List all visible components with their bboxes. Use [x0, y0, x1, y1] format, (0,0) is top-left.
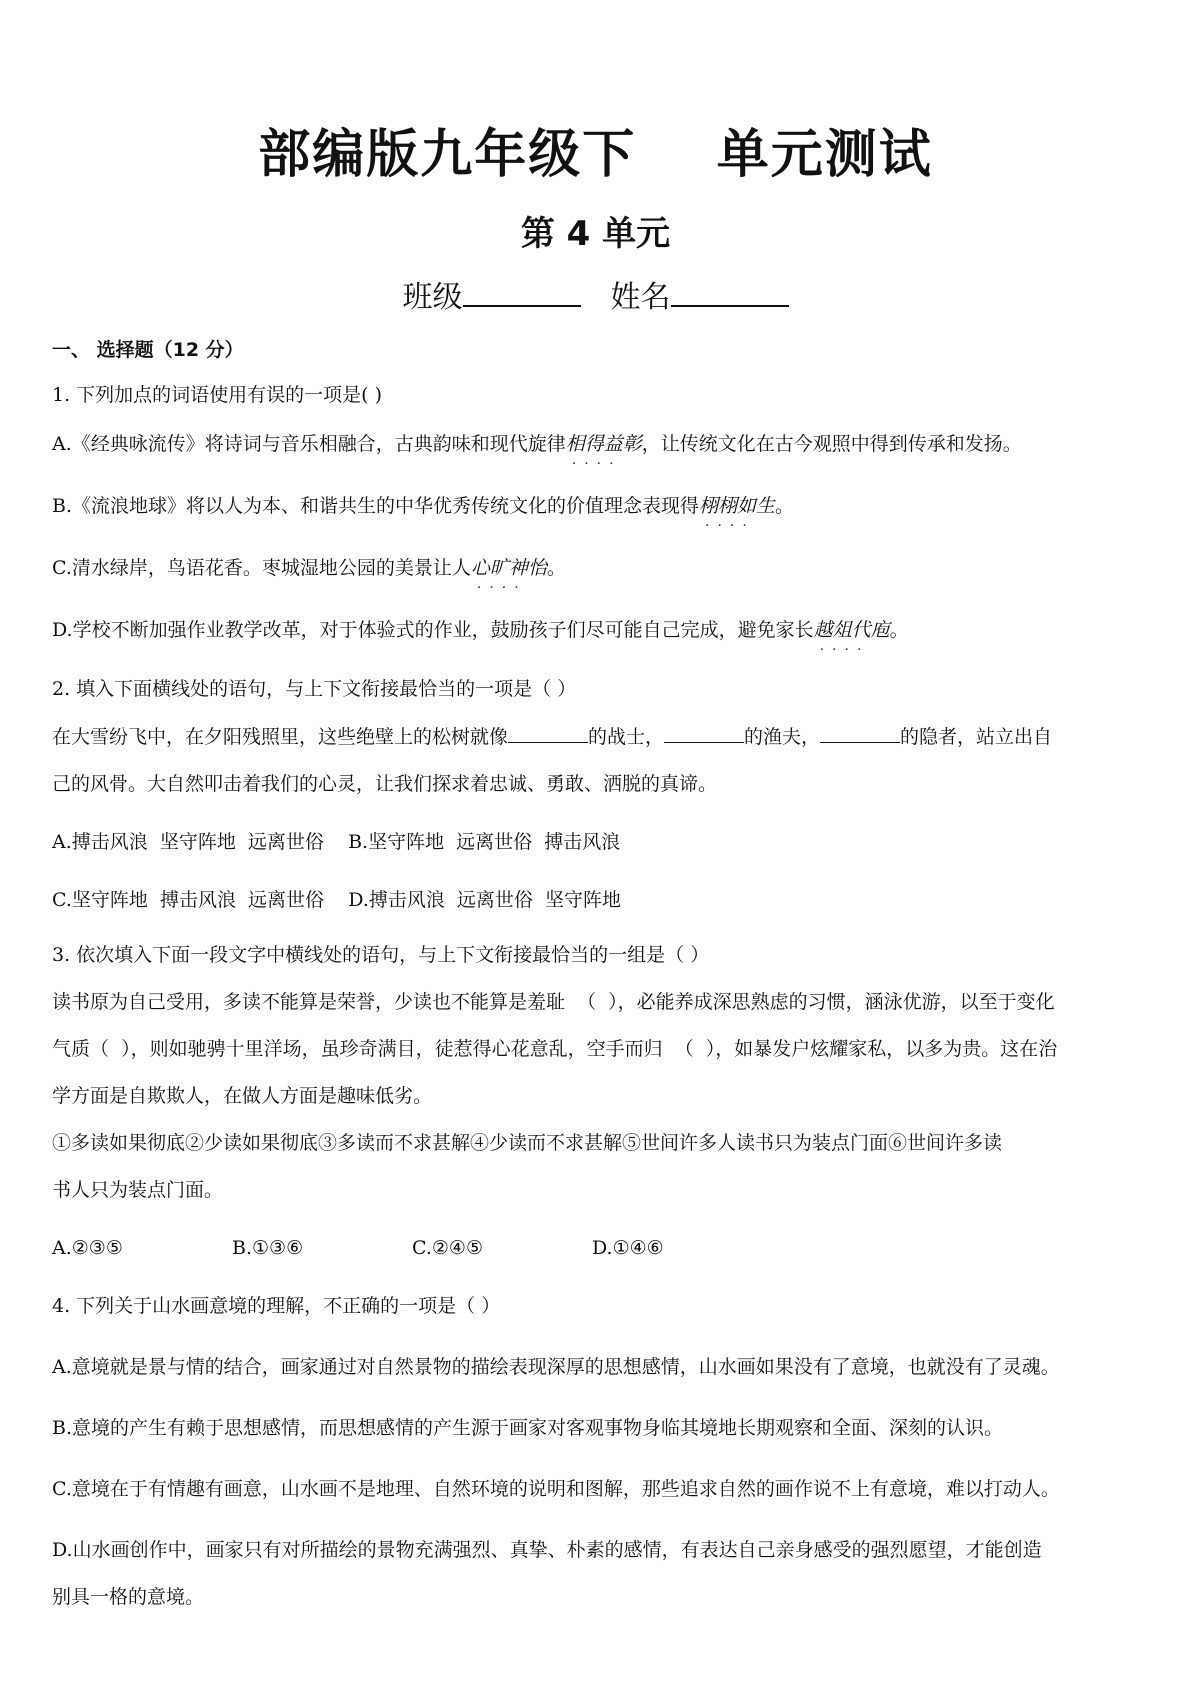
q1-option-a	[52, 432, 1022, 472]
q2-text: 的战士，	[588, 726, 665, 748]
q3-option-b: B.①③⑥	[232, 1237, 304, 1259]
emphasis-dots: ····	[571, 456, 622, 472]
q2-passage-line1	[52, 724, 1052, 749]
q1-a-emphasis	[565, 433, 642, 472]
q3-passage-line2: 气质（ ），则如驰骋十里洋场，虽珍奇满目，徒惹得心花意乱，空手而归 （ ），如暴发户炫耀家私，以多为贵。这在治	[52, 1038, 1058, 1060]
q4-stem: 4. 下列关于山水画意境的理解，不正确的一项是（ ）	[52, 1295, 501, 1317]
q4-option-d-line2: 别具一格的意境。	[52, 1586, 205, 1608]
q2-text: 在大雪纷飞中，在夕阳残照里，这些绝壁上的松树就像	[52, 726, 509, 748]
q1-a-text-end: ，让传统文化在古今观照中得到传承和发扬。	[641, 433, 1022, 455]
q1-c-emphasis	[470, 557, 547, 596]
name-label: 姓名	[610, 280, 671, 315]
q2-text: 的渔夫，	[744, 726, 821, 748]
q1-option-d	[52, 618, 909, 658]
q1-c-idiom: 心旷神怡	[470, 557, 547, 579]
page-title: 部编版九年级下 单元测试	[258, 125, 933, 185]
name-blank	[671, 281, 789, 307]
class-label: 班级	[402, 280, 463, 315]
q1-b-emphasis	[699, 495, 776, 534]
q2-options-cd: C.坚守阵地 搏击风浪 远离世俗 D.搏击风浪 远离世俗 坚守阵地	[52, 889, 621, 911]
emphasis-dots: ····	[705, 518, 755, 534]
q1-b-idiom: 栩栩如生	[699, 495, 776, 517]
q4-option-d-line1: D.山水画创作中，画家只有对所描绘的景物充满强烈、真挚、朴素的感情，有表达自己亲身感受的强烈愿望，才能创造	[52, 1539, 1042, 1561]
q2-passage-line2: 己的风骨。大自然叩击着我们的心灵，让我们探求着忠诚、勇敢、洒脱的真谛。	[52, 773, 718, 795]
q3-option-c: C.②④⑤	[412, 1237, 483, 1259]
q2-text: 的隐者，站立出自	[900, 726, 1053, 748]
q3-option-a: A.②③⑤	[52, 1237, 123, 1259]
q1-d-idiom: 越俎代庖	[813, 619, 890, 641]
q3-option-d: D.①④⑥	[592, 1237, 664, 1259]
q4-option-b: B.意境的产生有赖于思想感情，而思想感情的产生源于画家对客观事物身临其境地长期观察和全面、深刻的认识。	[52, 1417, 1004, 1439]
q1-option-c	[52, 556, 566, 596]
q1-d-text-end: 。	[889, 619, 909, 641]
q1-b-text: B.《流浪地球》将以人为本、和谐共生的中华优秀传统文化的价值理念表现得	[52, 495, 700, 517]
q4-option-a: A.意境就是景与情的结合，画家通过对自然景物的描绘表现深厚的思想感情，山水画如果没有了意境，也就没有了灵魂。	[52, 1356, 1060, 1378]
student-info-line	[0, 272, 1191, 316]
q1-option-b	[52, 494, 795, 534]
q1-c-text: C.清水绿岸，鸟语花香。枣城湿地公园的美景让人	[52, 557, 471, 579]
answer-blank	[664, 724, 744, 743]
q3-passage-line1: 读书原为自己受用，多读不能算是荣誉，少读也不能算是羞耻 （ ），必能养成深思熟虑的习惯，涵泳优游，以至于变化	[52, 991, 1055, 1013]
q3-choices-line2: 书人只为装点门面。	[52, 1179, 224, 1201]
q2-stem: 2. 填入下面横线处的语句，与上下文衔接最恰当的一项是（ ）	[52, 678, 577, 700]
answer-blank	[820, 724, 900, 743]
unit-title: 第 4 单元	[520, 214, 671, 254]
q1-d-emphasis	[813, 619, 890, 658]
q3-choices-line1: ①多读如果彻底②少读如果彻底③多读而不求甚解④少读而不求甚解⑤世间许多人读书只为装点门面⑥世间许多读	[52, 1132, 1003, 1154]
q1-d-text: D.学校不断加强作业教学改革，对于体验式的作业，鼓励孩子们尽可能自己完成，避免家长	[52, 619, 814, 641]
q3-stem: 3. 依次填入下面一段文字中横线处的语句，与上下文衔接最恰当的一组是（ ）	[52, 944, 710, 966]
q3-passage-line3: 学方面是自欺欺人，在做人方面是趣味低劣。	[52, 1085, 433, 1107]
q3-options	[52, 1236, 772, 1260]
q1-c-text-end: 。	[546, 557, 566, 579]
class-blank	[463, 281, 581, 307]
q4-option-c: C.意境在于有情趣有画意，山水画不是地理、自然环境的说明和图解，那些追求自然的画作说不上有意境，难以打动人。	[52, 1478, 1060, 1500]
q1-a-idiom: 相得益彰	[565, 433, 642, 455]
emphasis-dots: ····	[476, 580, 527, 596]
q2-options-ab: A.搏击风浪 坚守阵地 远离世俗 B.坚守阵地 远离世俗 搏击风浪	[52, 831, 621, 853]
emphasis-dots: ····	[819, 642, 870, 658]
section-heading: 一、 选择题（12 分）	[52, 339, 244, 361]
q1-stem: 1. 下列加点的词语使用有误的一项是( )	[52, 384, 383, 406]
q1-b-text-end: 。	[775, 495, 795, 517]
answer-blank	[508, 724, 588, 743]
q1-a-text: A.《经典咏流传》将诗词与音乐相融合，古典韵味和现代旋律	[52, 433, 566, 455]
